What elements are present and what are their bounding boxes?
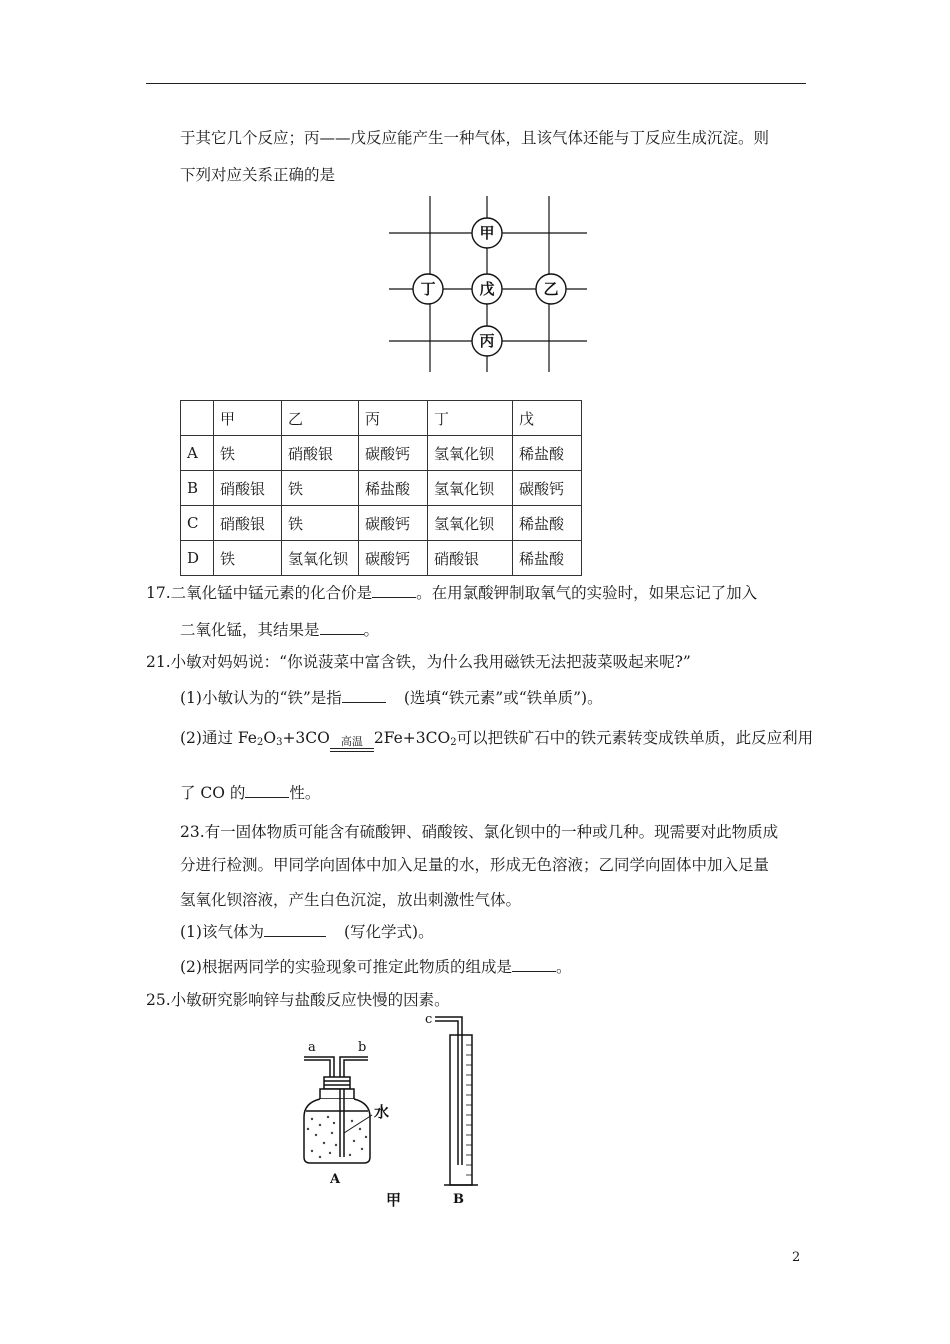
q21-intro: 21.小敏对妈妈说：“你说菠菜中富含铁，为什么我用磁铁无法把菠菜吸起来呢?”	[146, 653, 691, 671]
answer-blank	[245, 783, 289, 798]
table-cell: 氢氧化钡	[428, 436, 513, 471]
q23-sub2-text-a: (2)根据两同学的实验现象可推定此物质的组成是	[180, 958, 512, 976]
q25-text: 25.小敏研究影响锌与盐酸反应快慢的因素。	[146, 991, 450, 1009]
q21-sub1-text-a: (1)小敏认为的“铁”是指	[180, 689, 342, 707]
table-cell: A	[181, 436, 214, 471]
table-cell: 碳酸钙	[359, 541, 428, 576]
node-label-jia: 甲	[479, 224, 495, 242]
table-header-cell: 甲	[214, 401, 282, 436]
node-label-wu: 戊	[479, 280, 495, 298]
q17-line-2	[180, 620, 379, 640]
q23-line-2: 分进行检测。甲同学向固体中加入足量的水，形成无色溶液；乙同学向固体中加入足量	[180, 856, 770, 874]
table-cell: 碳酸钙	[359, 436, 428, 471]
table-cell: 氢氧化钡	[428, 471, 513, 506]
label-a: a	[308, 1040, 316, 1055]
q23-sub1-text-b: (写化学式)。	[343, 923, 434, 941]
q23-sub1-text-a: (1)该气体为	[180, 923, 264, 941]
table-cell: 硝酸银	[214, 506, 282, 541]
options-table	[180, 400, 582, 576]
q17-text-a: 17.二氧化锰中锰元素的化合价是	[146, 584, 373, 602]
table-header-cell: 丙	[359, 401, 428, 436]
answer-blank	[264, 922, 326, 937]
label-c: c	[425, 1015, 433, 1027]
table-cell: 稀盐酸	[513, 541, 582, 576]
table-cell: B	[181, 471, 214, 506]
text-line-2: 下列对应关系正确的是	[180, 166, 336, 184]
equation-part: O	[263, 729, 277, 747]
table-cell: 氢氧化钡	[282, 541, 359, 576]
reaction-condition	[330, 733, 374, 753]
measuring-cylinder-b	[435, 1017, 478, 1185]
equation-subscript: 2	[256, 737, 264, 748]
cylinder-scale	[466, 1045, 472, 1175]
table-cell: 碳酸钙	[513, 471, 582, 506]
table-header-cell: 丁	[428, 401, 513, 436]
table-row	[181, 436, 582, 471]
answer-blank	[320, 620, 364, 635]
node-label-yi: 乙	[543, 280, 559, 298]
table-cell: 铁	[282, 471, 359, 506]
q17-line-1	[146, 583, 757, 603]
q21-sub2	[180, 728, 813, 753]
label-water: 水	[374, 1103, 390, 1121]
table-header-cell: 乙	[282, 401, 359, 436]
equation-part: 2Fe+3CO	[373, 729, 451, 747]
label-B: B	[453, 1192, 464, 1207]
table-row	[181, 506, 582, 541]
page-number: 2	[792, 1250, 801, 1265]
equation-subscript: 2	[450, 737, 457, 748]
table-cell: 硝酸银	[282, 436, 359, 471]
q21-sub2-text-f: 了 CO 的	[180, 784, 246, 802]
table-cell: 铁	[214, 541, 282, 576]
table-cell: 稀盐酸	[359, 471, 428, 506]
figure-caption: 甲	[386, 1191, 402, 1209]
table-row	[181, 541, 582, 576]
node-label-ding: 丁	[420, 280, 436, 298]
answer-blank	[372, 583, 416, 598]
reaction-grid-diagram	[389, 196, 589, 376]
table-cell: 硝酸银	[214, 471, 282, 506]
q21-sub1	[180, 688, 603, 708]
q23-line-3: 氢氧化钡溶液，产生白色沉淀，放出刺激性气体。	[180, 891, 522, 909]
table-row	[181, 471, 582, 506]
equation-subscript: 3	[276, 737, 283, 748]
table-cell	[181, 401, 214, 436]
q21-sub2-text-g: 性。	[289, 784, 321, 802]
table-cell: 碳酸钙	[359, 506, 428, 541]
table-cell: 稀盐酸	[513, 506, 582, 541]
gas-bottle-a	[304, 1057, 372, 1163]
table-cell: 铁	[282, 506, 359, 541]
equation-part: (2)通过 Fe	[180, 729, 257, 747]
apparatus-figure	[290, 1015, 490, 1210]
table-header-cell: 戊	[513, 401, 582, 436]
equation-part: 可以把铁矿石中的铁元素转变成铁单质，此反应利用	[456, 729, 814, 747]
answer-blank	[342, 688, 386, 703]
table-cell: 铁	[214, 436, 282, 471]
table-cell: 稀盐酸	[513, 436, 582, 471]
label-b: b	[358, 1040, 367, 1055]
q21-sub1-text-b: (选填“铁元素”或“铁单质”)。	[403, 689, 603, 707]
text-line-1: 于其它几个反应；丙——戊反应能产生一种气体，且该气体还能与丁反应生成沉淀。则	[180, 129, 770, 147]
table-cell: 氢氧化钡	[428, 506, 513, 541]
answer-blank	[512, 957, 556, 972]
q23-sub1	[180, 922, 434, 942]
q21-sub2-cont	[180, 783, 320, 803]
equation-part: +3CO	[282, 729, 330, 747]
q17-text-d: 。	[363, 621, 380, 639]
table-cell: C	[181, 506, 214, 541]
label-A: A	[330, 1172, 341, 1187]
q17-text-c: 二氧化锰，其结果是	[180, 621, 320, 639]
q23-sub2	[180, 957, 571, 977]
q23-sub2-text-b: 。	[555, 958, 572, 976]
node-label-bing: 丙	[479, 332, 495, 350]
table-cell: D	[181, 541, 214, 576]
table-header-row	[181, 401, 582, 436]
table-cell: 硝酸银	[428, 541, 513, 576]
header-rule	[146, 83, 806, 84]
reaction-condition-label: 高温	[340, 735, 363, 748]
q17-text-b: 。在用氯酸钾制取氧气的实验时，如果忘记了加入	[416, 584, 758, 602]
q23-line-1: 23.有一固体物质可能含有硫酸钾、硝酸铵、氯化钡中的一种或几种。现需要对此物质成	[180, 823, 779, 841]
